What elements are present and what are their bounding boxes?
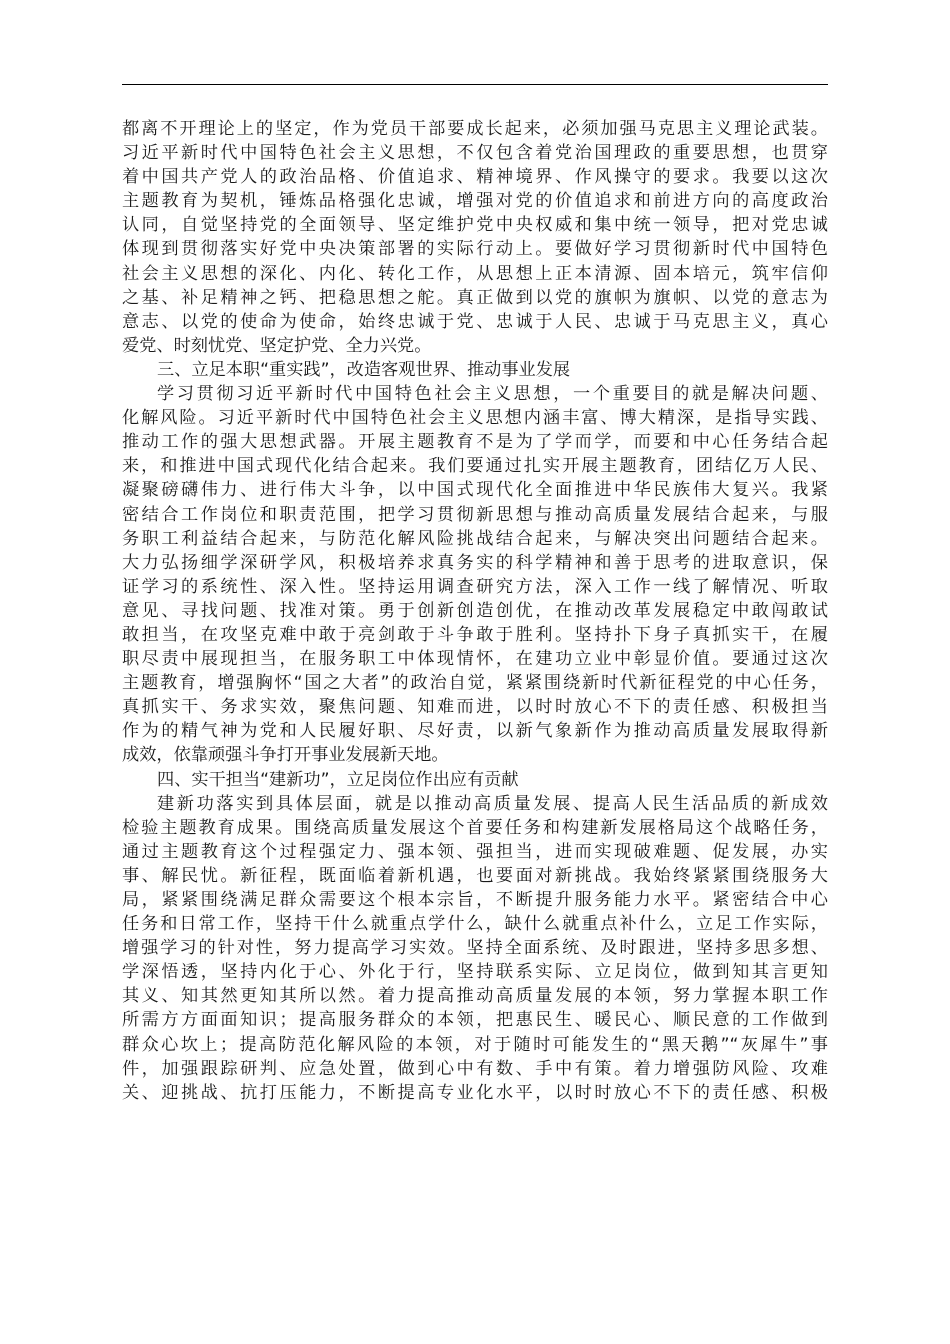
paragraph-line: 意志、以党的使命为使命，始终忠诚于党、忠诚于人民、忠诚于马克思主义，真心	[122, 311, 828, 332]
paragraph-line: 群众心坎上；提高防范化解风险的本领，对于随时可能发生的“黑天鹅”“灰犀牛”事	[122, 1034, 828, 1055]
paragraph	[122, 382, 828, 768]
paragraph-line: 真抓实干、务求实效，聚焦问题、知难而进，以时时放心不下的责任感、积极担当	[122, 697, 828, 718]
paragraph-line: 职尽责中展现担当，在服务职工中体现情怀，在建功立业中彰显价值。要通过这次	[122, 649, 828, 670]
paragraph-line: 意见、寻找问题、找准对策。勇于创新创造创优，在推动改革发展稳定中敢闯敢试	[122, 600, 828, 621]
paragraph	[122, 792, 828, 1105]
section-heading: 三、立足本职“重实践”，改造客观世界、推动事业发展	[157, 359, 571, 380]
paragraph-line: 都离不开理论上的坚定，作为党员干部要成长起来，必须加强马克思主义理论武装。	[122, 119, 828, 139]
paragraph-line: 务职工利益结合起来，与防范化解风险挑战结合起来，与解决突出问题结合起来。	[122, 528, 828, 549]
paragraph-line: 学习贯彻习近平新时代中国特色社会主义思想，一个重要目的就是解决问题、	[157, 384, 828, 405]
paragraph-line: 事、解民忧。新征程，既面临着新机遇，也要面对新挑战。我始终紧紧围绕服务大	[122, 865, 828, 886]
paragraph-line: 着中国共产党人的政治品格、价值追求、精神境界、作风操守的要求。我要以这次	[122, 167, 828, 188]
paragraph-line: 件，加强跟踪研判、应急处置，做到心中有数、手中有策。着力增强防风险、攻难	[122, 1058, 828, 1079]
paragraph-line: 增强学习的针对性，努力提高学习实效。坚持全面系统、及时跟进，坚持多思多想、	[122, 938, 828, 959]
paragraph-line: 学深悟透，坚持内化于心、外化于行，坚持联系实际、立足岗位，做到知其言更知	[122, 962, 828, 983]
paragraph-line: 认同，自觉坚持党的全面领导、坚定维护党中央权威和集中统一领导，把对党忠诚	[122, 215, 828, 236]
paragraph-line: 局，紧紧围绕满足群众需要这个根本宗旨，不断提升服务能力水平。紧密结合中心	[122, 890, 828, 910]
paragraph-line: 爱党、时刻忧党、坚定护党、全力兴党。	[122, 335, 432, 356]
paragraph-line: 敢担当，在攻坚克难中敢于亮剑敢于斗争敢于胜利。坚持扑下身子真抓实干，在履	[122, 624, 828, 645]
header-rule	[122, 84, 828, 85]
paragraph	[122, 117, 828, 358]
paragraph-line: 成效，依靠顽强斗争打开事业发展新天地。	[122, 745, 449, 766]
paragraph-line: 任务和日常工作，坚持干什么就重点学什么，缺什么就重点补什么，立足工作实际，	[122, 914, 828, 935]
paragraph-line: 凝聚磅礴伟力、进行伟大斗争，以中国式现代化全面推进中华民族伟大复兴。我紧	[122, 480, 828, 501]
paragraph-line: 所需方方面面知识；提高服务群众的本领，把惠民生、暖民心、顺民意的工作做到	[122, 1010, 828, 1031]
paragraph-line: 习近平新时代中国特色社会主义思想，不仅包含着党治国理政的重要思想，也贯穿	[122, 143, 828, 164]
paragraph-line: 大力弘扬细学深研学风，积极培养求真务实的科学精神和善于思考的进取意识，保	[122, 552, 828, 573]
paragraph-line: 主题教育为契机，锤炼品格强化忠诚，增强对党的价值追求和前进方向的高度政治	[122, 191, 828, 212]
paragraph-line: 证学习的系统性、深入性。坚持运用调查研究方法，深入工作一线了解情况、听取	[122, 576, 828, 597]
paragraph-line: 社会主义思想的深化、内化、转化工作，从思想上正本清源、固本培元，筑牢信仰	[122, 263, 828, 284]
section-heading: 四、实干担当“建新功”，立足岗位作出应有贡献	[157, 769, 519, 790]
paragraph-line: 检验主题教育成果。围绕高质量发展这个首要任务和构建新发展格局这个战略任务，	[122, 817, 828, 838]
paragraph-line: 之基、补足精神之钙、把稳思想之舵。真正做到以党的旗帜为旗帜、以党的意志为	[122, 287, 828, 308]
paragraph-line: 其义、知其然更知其所以然。着力提高推动高质量发展的本领，努力掌握本职工作	[122, 986, 828, 1007]
paragraph-line: 体现到贯彻落实好党中央决策部署的实际行动上。要做好学习贯彻新时代中国特色	[122, 239, 828, 260]
paragraph-line: 建新功落实到具体层面，就是以推动高质量发展、提高人民生活品质的新成效	[157, 793, 828, 814]
paragraph-line: 推动工作的强大思想武器。开展主题教育不是为了学而学，而要和中心任务结合起	[122, 432, 828, 453]
paragraph-line: 化解风险。习近平新时代中国特色社会主义思想内涵丰富、博大精深，是指导实践、	[122, 408, 828, 429]
paragraph-line: 关、迎挑战、抗打压能力，不断提高专业化水平，以时时放心不下的责任感、积极	[122, 1082, 828, 1103]
paragraph-line: 主题教育，增强胸怀“国之大者”的政治自觉，紧紧围绕新时代新征程党的中心任务，	[122, 673, 828, 694]
paragraph-line: 来，和推进中国式现代化结合起来。我们要通过扎实开展主题教育，团结亿万人民、	[122, 456, 828, 477]
paragraph-line: 作为的精气神为党和人民履好职、尽好责，以新气象新作为推动高质量发展取得新	[122, 721, 828, 742]
paragraph-line: 通过主题教育这个过程强定力、强本领、强担当，进而实现破难题、促发展，办实	[122, 841, 828, 862]
document-body	[122, 117, 828, 1105]
paragraph-line: 密结合工作岗位和职责范围，把学习贯彻新思想与推动高质量发展结合起来，与服	[122, 504, 828, 525]
